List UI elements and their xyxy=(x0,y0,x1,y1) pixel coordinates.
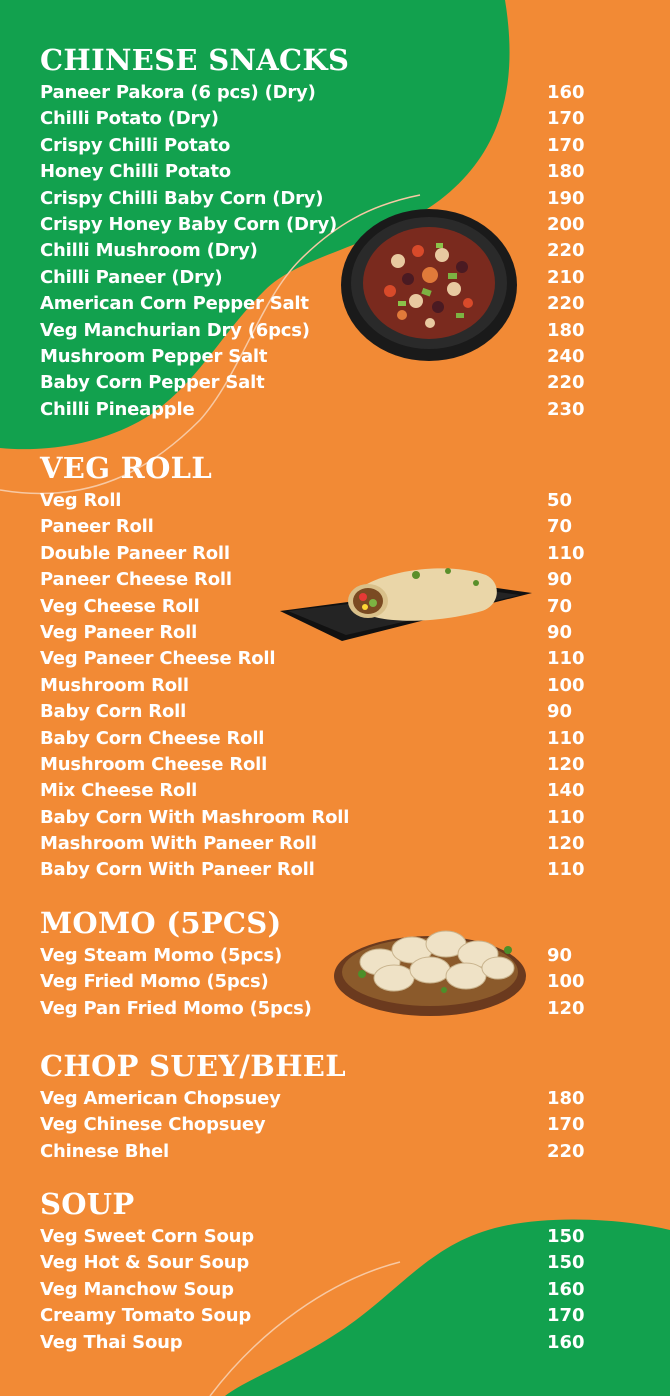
menu-item xyxy=(40,726,600,752)
item-price: 220 xyxy=(547,1140,585,1162)
item-price: 110 xyxy=(547,806,585,828)
item-name: Veg Chinese Chopsuey xyxy=(40,1114,266,1136)
item-price: 70 xyxy=(547,516,573,538)
item-name: Chilli Mushroom (Dry) xyxy=(40,240,258,262)
menu-item xyxy=(40,831,600,857)
menu-item xyxy=(40,1112,600,1138)
section-chop-suey-bhel xyxy=(40,1048,600,1165)
menu-item xyxy=(40,1330,600,1356)
section-title: CHINESE SNACKS xyxy=(40,43,350,77)
item-price: 150 xyxy=(547,1252,585,1274)
menu-item xyxy=(40,397,600,423)
item-price: 160 xyxy=(547,1278,585,1300)
item-name: Chilli Pineapple xyxy=(40,398,195,420)
item-list xyxy=(40,1086,600,1165)
item-price: 230 xyxy=(547,398,585,420)
item-price: 200 xyxy=(547,213,585,235)
item-name: Baby Corn Roll xyxy=(40,701,187,723)
section-title: CHOP SUEY/BHEL xyxy=(40,1049,346,1083)
item-price: 100 xyxy=(547,674,585,696)
item-name: Baby Corn Cheese Roll xyxy=(40,727,265,749)
item-price: 180 xyxy=(547,1088,585,1109)
item-name: Crispy Chilli Baby Corn (Dry) xyxy=(40,187,324,209)
item-price: 210 xyxy=(547,266,585,288)
item-name: Veg Steam Momo (5pcs) xyxy=(40,945,282,966)
item-price: 170 xyxy=(547,1114,585,1136)
menu-item xyxy=(40,514,600,540)
item-price: 120 xyxy=(547,997,585,1019)
item-name: Veg Hot & Sour Soup xyxy=(40,1252,250,1274)
menu-item xyxy=(40,106,600,132)
item-name: Baby Corn Pepper Salt xyxy=(40,372,265,394)
item-price: 100 xyxy=(547,971,585,993)
item-name: Veg Pan Fried Momo (5pcs) xyxy=(40,997,312,1019)
item-price: 110 xyxy=(547,859,585,881)
item-price: 220 xyxy=(547,240,585,262)
item-name: Veg Fried Momo (5pcs) xyxy=(40,971,269,993)
item-price: 90 xyxy=(547,945,573,966)
item-price: 70 xyxy=(547,595,573,617)
item-price: 160 xyxy=(547,82,585,103)
menu-item xyxy=(40,1250,600,1276)
item-name: Veg American Chopsuey xyxy=(40,1088,281,1109)
section-title: MOMO (5PCS) xyxy=(40,906,282,940)
item-price: 50 xyxy=(547,490,573,511)
item-name: Crispy Honey Baby Corn (Dry) xyxy=(40,213,337,235)
item-name: Mushroom Cheese Roll xyxy=(40,753,268,775)
item-price: 170 xyxy=(547,108,585,130)
item-name: Mushroom Roll xyxy=(40,674,189,696)
item-price: 220 xyxy=(547,372,585,394)
item-list xyxy=(40,488,600,884)
item-price: 90 xyxy=(547,621,573,643)
item-price: 110 xyxy=(547,727,585,749)
item-name: Paneer Pakora (6 pcs) (Dry) xyxy=(40,82,316,103)
momo-platter-image xyxy=(332,914,528,1018)
item-name: Paneer Roll xyxy=(40,516,154,538)
item-name: Veg Sweet Corn Soup xyxy=(40,1226,254,1247)
item-price: 110 xyxy=(547,542,585,564)
item-price: 180 xyxy=(547,319,585,341)
item-price: 150 xyxy=(547,1226,585,1247)
menu-item xyxy=(40,159,600,185)
item-price: 240 xyxy=(547,345,585,367)
item-price: 180 xyxy=(547,161,585,183)
item-name: Double Paneer Roll xyxy=(40,542,230,564)
item-name: Honey Chilli Potato xyxy=(40,161,231,183)
item-price: 140 xyxy=(547,780,585,802)
item-name: Mashroom With Paneer Roll xyxy=(40,833,317,855)
item-name: Chilli Paneer (Dry) xyxy=(40,266,223,288)
item-price: 120 xyxy=(547,833,585,855)
menu-item xyxy=(40,488,600,514)
item-name: Veg Paneer Roll xyxy=(40,621,198,643)
menu-item xyxy=(40,1139,600,1165)
item-name: Mushroom Pepper Salt xyxy=(40,345,268,367)
section-veg-roll xyxy=(40,450,600,884)
item-price: 90 xyxy=(547,701,573,723)
item-name: Veg Manchow Soup xyxy=(40,1278,234,1300)
section-title: SOUP xyxy=(40,1187,135,1221)
item-price: 120 xyxy=(547,753,585,775)
item-name: Veg Roll xyxy=(40,490,122,511)
menu-item xyxy=(40,133,600,159)
item-name: Veg Manchurian Dry (6pcs) xyxy=(40,319,310,341)
item-price: 160 xyxy=(547,1331,585,1353)
item-name: Baby Corn With Mashroom Roll xyxy=(40,806,350,828)
item-name: Chinese Bhel xyxy=(40,1140,169,1162)
section-soup xyxy=(40,1186,600,1356)
menu-item xyxy=(40,1086,600,1112)
item-name: Crispy Chilli Potato xyxy=(40,134,231,156)
wrap-roll-image xyxy=(276,553,534,645)
item-price: 190 xyxy=(547,187,585,209)
menu-item xyxy=(40,370,600,396)
menu-item xyxy=(40,1224,600,1250)
menu-item xyxy=(40,752,600,778)
item-name: Veg Paneer Cheese Roll xyxy=(40,648,276,670)
item-name: Paneer Cheese Roll xyxy=(40,569,232,591)
item-name: American Corn Pepper Salt xyxy=(40,293,309,315)
item-name: Veg Thai Soup xyxy=(40,1331,183,1353)
item-price: 170 xyxy=(547,134,585,156)
item-price: 220 xyxy=(547,293,585,315)
section-title: VEG ROLL xyxy=(40,451,213,485)
item-name: Chilli Potato (Dry) xyxy=(40,108,219,130)
item-price: 90 xyxy=(547,569,573,591)
item-list xyxy=(40,1224,600,1356)
menu-item xyxy=(40,699,600,725)
menu-item xyxy=(40,673,600,699)
item-price: 170 xyxy=(547,1305,585,1327)
menu-item xyxy=(40,1277,600,1303)
item-name: Baby Corn With Paneer Roll xyxy=(40,859,315,881)
menu-item xyxy=(40,857,600,883)
menu-item xyxy=(40,646,600,672)
menu-item xyxy=(40,805,600,831)
item-name: Mix Cheese Roll xyxy=(40,780,198,802)
menu-item xyxy=(40,778,600,804)
stir-fry-bowl-image xyxy=(338,203,520,363)
menu-item xyxy=(40,80,600,106)
item-name: Creamy Tomato Soup xyxy=(40,1305,252,1327)
item-price: 110 xyxy=(547,648,585,670)
menu-item xyxy=(40,1303,600,1329)
item-name: Veg Cheese Roll xyxy=(40,595,200,617)
